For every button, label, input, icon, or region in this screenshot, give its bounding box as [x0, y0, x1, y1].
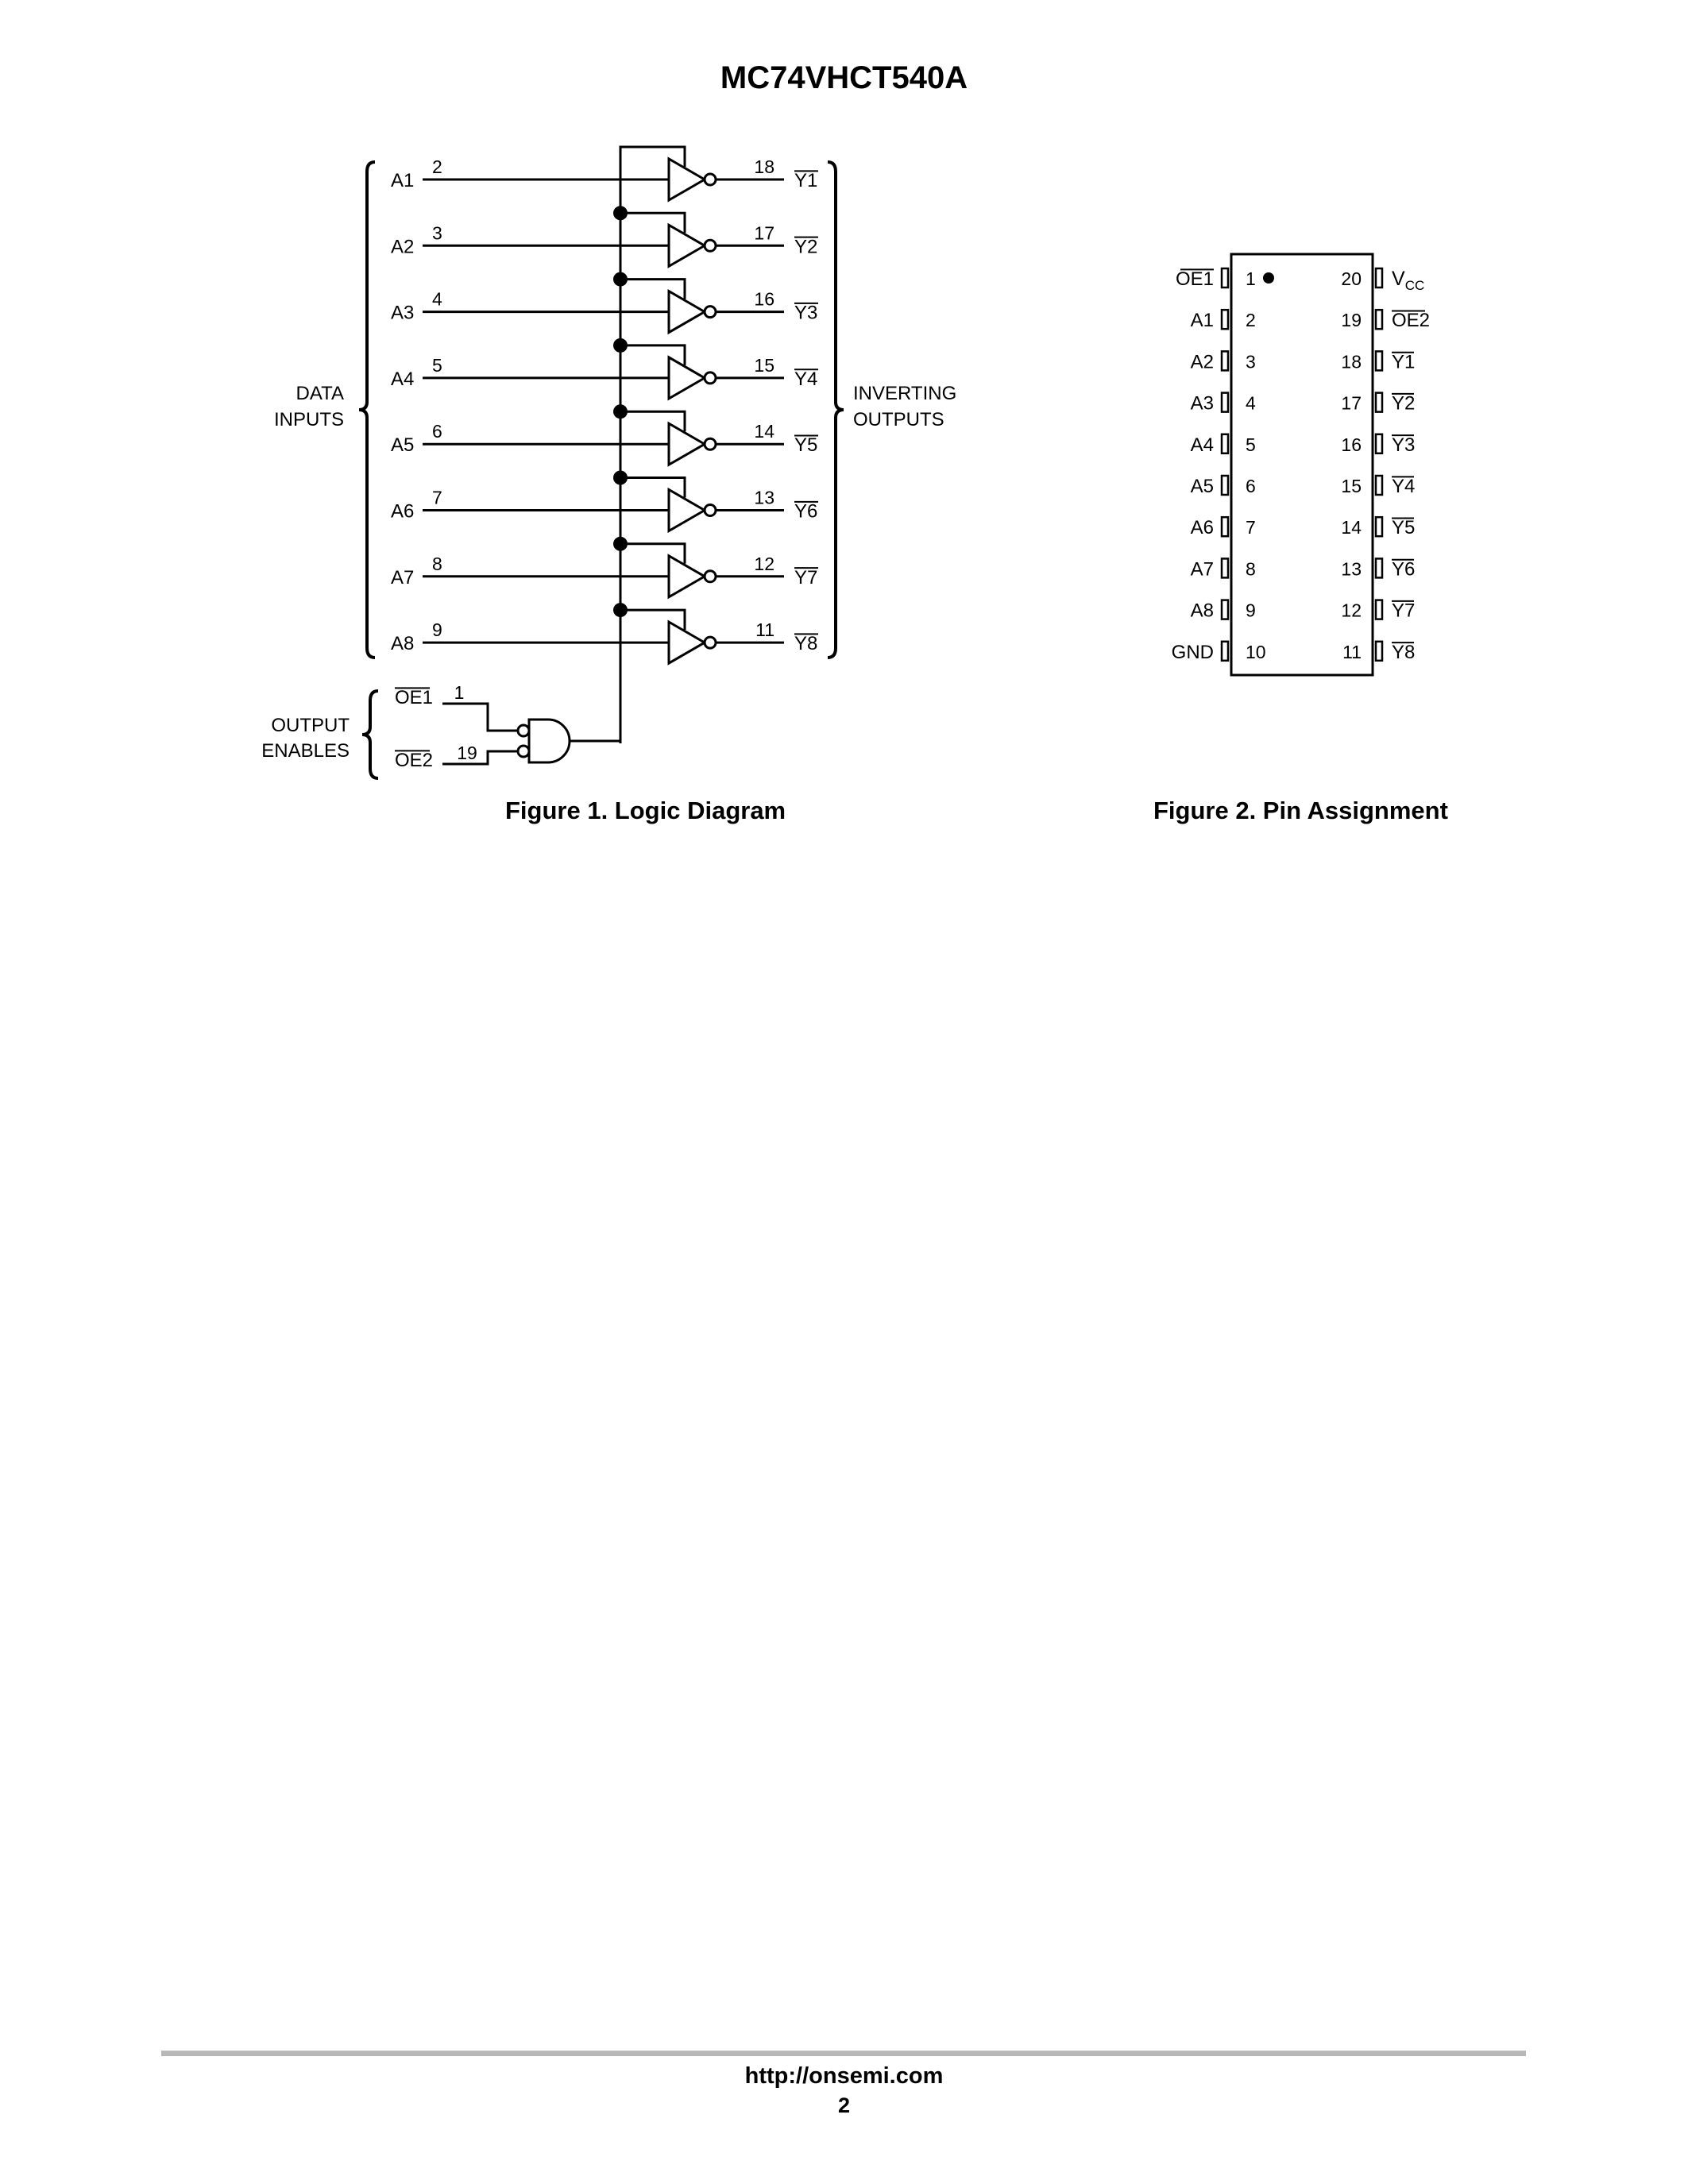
input-label-a7: A7 [391, 566, 415, 588]
logic-diagram-caption: Figure 1. Logic Diagram [505, 797, 786, 824]
output-pin-number: 11 [755, 619, 774, 641]
pin-number: 15 [1341, 476, 1362, 496]
input-pin-number: 6 [432, 421, 442, 442]
pin-number: 8 [1246, 558, 1256, 580]
output-enables-label: ENABLES [261, 740, 350, 762]
inverting-outputs-brace [828, 162, 844, 658]
inverting-buffer [669, 225, 705, 266]
pin-label-a5: A5 [1190, 476, 1214, 497]
input-label-a8: A8 [391, 633, 415, 655]
inverting-buffer [669, 622, 705, 663]
inverting-buffer [669, 423, 705, 465]
pin-tab [1222, 351, 1228, 370]
output-label-y4: Y4 [794, 368, 818, 390]
pin-number: 5 [1246, 434, 1256, 455]
pin-label-a1: A1 [1190, 310, 1214, 332]
output-label-y5: Y5 [794, 434, 818, 457]
pin-label-oe1: OE1 [1175, 268, 1214, 290]
pin-tab [1222, 600, 1228, 619]
input-pin-number: 2 [432, 156, 442, 177]
input-label-a5: A5 [391, 434, 415, 457]
enable-wire-1 [442, 704, 518, 731]
inverting-buffer [669, 556, 705, 597]
pin-tab [1222, 642, 1228, 661]
pin1-marker [1263, 272, 1274, 284]
pin-label-y5: Y5 [1392, 517, 1416, 539]
input-pin-number: 5 [432, 354, 442, 376]
pin-number: 19 [1341, 310, 1362, 331]
output-label-y7: Y7 [794, 566, 818, 588]
inverter-bubble [705, 372, 716, 384]
inverting-buffer [669, 490, 705, 531]
logic-diagram [0, 0, 993, 771]
output-label-y3: Y3 [794, 302, 818, 324]
enable-bubble [518, 725, 529, 736]
inverter-bubble [705, 571, 716, 582]
pin-number: 1 [1246, 268, 1256, 289]
output-label-y1: Y1 [794, 170, 818, 191]
document-title: MC74VHCT540A [720, 60, 968, 95]
inverting-outputs-label: OUTPUTS [853, 409, 944, 430]
pin-tab [1222, 476, 1228, 495]
pin-tab [1222, 393, 1228, 412]
inverting-buffer [669, 159, 705, 200]
output-label-y2: Y2 [794, 236, 818, 258]
pin-label-y2: Y2 [1392, 392, 1416, 415]
pin-tab [1376, 268, 1382, 287]
pin-number: 4 [1246, 392, 1256, 414]
input-label-a1: A1 [391, 170, 415, 191]
pin-number: 16 [1341, 434, 1362, 455]
pin-number: 10 [1246, 641, 1266, 662]
output-pin-number: 16 [754, 288, 774, 310]
pin-number: 9 [1246, 600, 1256, 621]
input-pin-number: 4 [432, 288, 442, 310]
pin-label-a6: A6 [1190, 517, 1214, 539]
pin-label-a7: A7 [1190, 558, 1214, 581]
inverting-outputs-label: INVERTING [853, 383, 957, 404]
pin-label-y8: Y8 [1392, 641, 1416, 663]
output-pin-number: 15 [754, 354, 774, 376]
pin-label-y6: Y6 [1392, 558, 1416, 581]
pin-label-gnd: GND [1171, 641, 1214, 663]
pin-number: 13 [1341, 558, 1362, 580]
output-pin-number: 17 [754, 222, 774, 244]
pin-number: 14 [1341, 517, 1362, 538]
pin-number: 11 [1342, 641, 1362, 662]
pin-label-vcc: $V_{CC}$ [1392, 268, 1425, 293]
pin-label-a3: A3 [1190, 392, 1214, 415]
input-label-a4: A4 [391, 368, 415, 390]
inverting-buffer [669, 357, 705, 399]
pin-label-y7: Y7 [1392, 600, 1416, 622]
pin-tab [1376, 310, 1382, 329]
pin-number: 20 [1341, 268, 1362, 289]
pin-label-oe2: OE2 [1392, 310, 1431, 332]
pin-assignment-diagram [1053, 0, 1688, 715]
input-label-a3: A3 [391, 302, 415, 324]
inverter-bubble [705, 240, 716, 251]
pin-tab [1222, 434, 1228, 453]
input-pin-number: 7 [432, 487, 442, 508]
page-number: 2 [837, 2093, 851, 2117]
enable-pin-number: 19 [457, 743, 477, 763]
pin-tab [1222, 268, 1228, 287]
enable-wire-2 [442, 751, 518, 764]
output-pin-number: 18 [754, 156, 774, 177]
enable-label-oe2: OE2 [395, 750, 434, 771]
pin-number: 18 [1341, 351, 1362, 372]
output-label-y6: Y6 [794, 500, 818, 523]
pin-tab [1222, 558, 1228, 577]
output-pin-number: 12 [754, 553, 774, 574]
pin-tab [1376, 393, 1382, 412]
pin-number: 3 [1246, 351, 1256, 372]
output-pin-number: 14 [754, 421, 774, 442]
inverter-bubble [705, 438, 716, 450]
pin-tab [1222, 517, 1228, 536]
inverter-bubble [705, 174, 716, 185]
pin-tab [1376, 642, 1382, 661]
pin-number: 7 [1246, 517, 1256, 538]
output-label-y8: Y8 [794, 633, 818, 655]
input-pin-number: 8 [432, 553, 442, 574]
pin-label-a4: A4 [1190, 434, 1214, 456]
input-pin-number: 9 [432, 619, 442, 641]
enable-pin-number: 1 [454, 682, 465, 703]
input-label-a2: A2 [391, 236, 415, 258]
inverter-bubble [705, 307, 716, 318]
pin-tab [1376, 476, 1382, 495]
pin-number: 2 [1246, 310, 1256, 331]
pin-tab [1222, 310, 1228, 329]
pin-tab [1376, 434, 1382, 453]
data-inputs-brace [359, 162, 375, 658]
input-pin-number: 3 [432, 222, 442, 244]
footer-rule [161, 2051, 1526, 2056]
pin-tab [1376, 600, 1382, 619]
pin-label-a8: A8 [1190, 600, 1214, 622]
pin-number: 6 [1246, 476, 1256, 496]
input-label-a6: A6 [391, 500, 415, 523]
inverter-bubble [705, 505, 716, 516]
data-inputs-label: DATA [295, 383, 344, 404]
footer-url: http://onsemi.com [744, 2063, 944, 2089]
pin-assignment-caption: Figure 2. Pin Assignment [1153, 797, 1448, 824]
enable-label-oe1: OE1 [395, 687, 434, 708]
pin-label-y3: Y3 [1392, 434, 1416, 456]
output-enables-label: OUTPUT [271, 715, 350, 736]
enable-bubble [518, 746, 529, 757]
output-enables-brace [362, 691, 378, 778]
pin-tab [1376, 558, 1382, 577]
output-pin-number: 13 [754, 487, 774, 508]
pin-number: 12 [1341, 600, 1362, 621]
pin-tab [1376, 517, 1382, 536]
data-inputs-label: INPUTS [273, 409, 344, 430]
pin-number: 17 [1341, 392, 1362, 414]
inverting-buffer [669, 291, 705, 333]
inverter-bubble [705, 637, 716, 648]
pin-label-y1: Y1 [1392, 351, 1416, 373]
and-gate [529, 720, 570, 762]
pin-tab [1376, 351, 1382, 370]
pin-label-y4: Y4 [1392, 476, 1416, 497]
pin-label-a2: A2 [1190, 351, 1214, 373]
